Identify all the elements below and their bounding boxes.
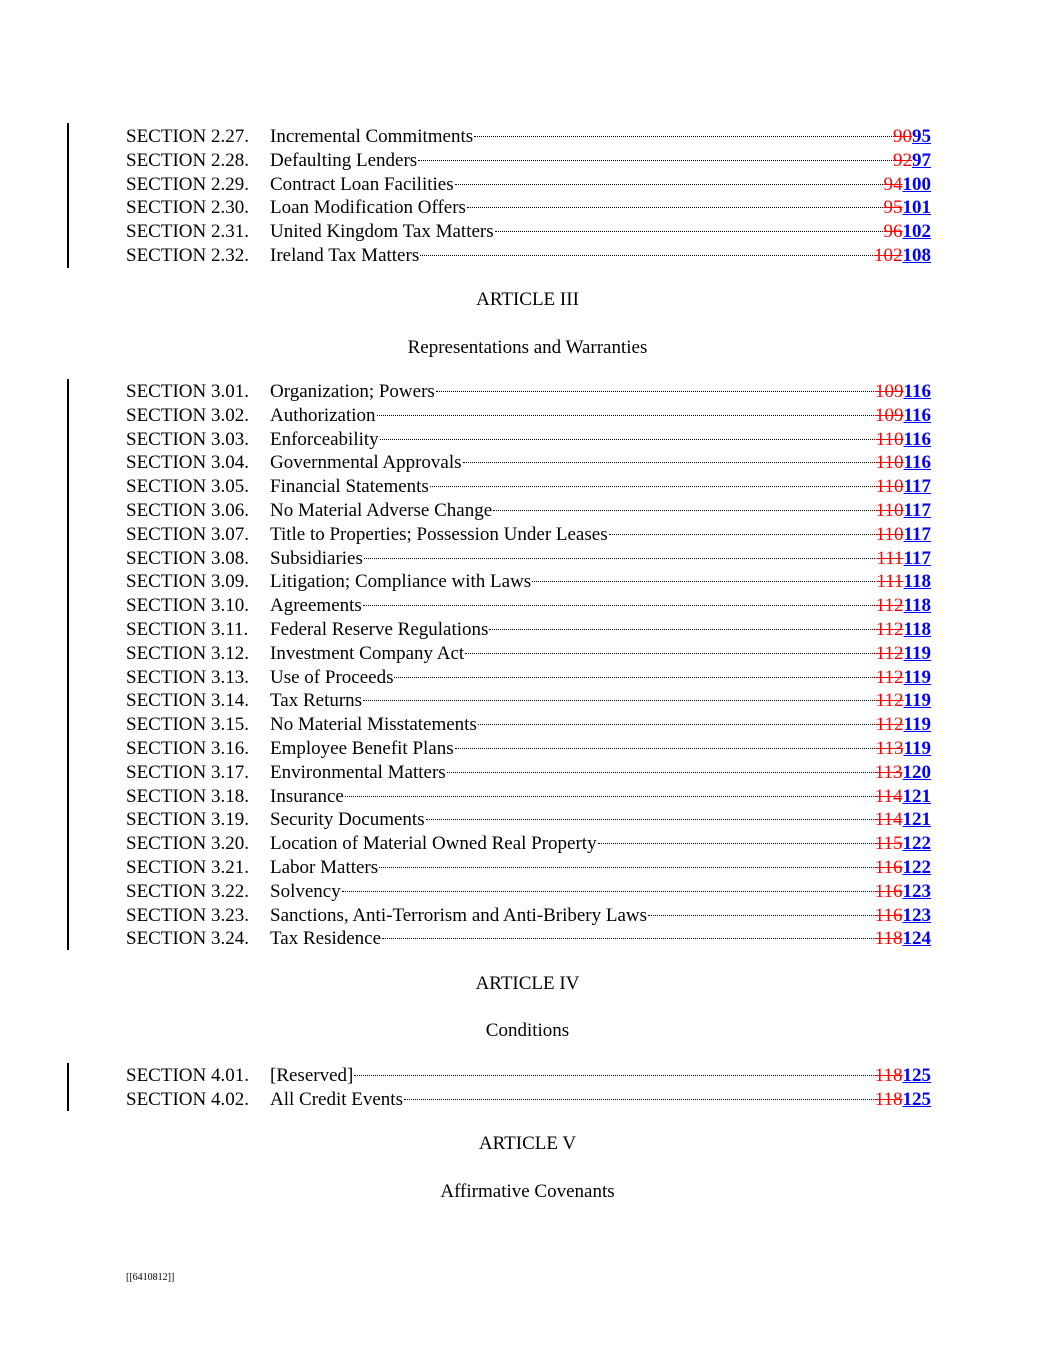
inserted-page-link[interactable]: 118: [903, 595, 931, 617]
inserted-page-link[interactable]: 121: [902, 785, 931, 807]
toc-entry: [126, 689, 931, 713]
toc-entry: [126, 220, 931, 244]
deleted-page-number: 112: [875, 690, 904, 712]
deleted-page-number: 110: [875, 428, 904, 450]
dot-leader: [478, 724, 875, 725]
section-title: Financial Statements: [270, 476, 429, 498]
deleted-page-number: 118: [874, 1065, 903, 1086]
inserted-page-link[interactable]: 122: [902, 856, 931, 878]
dot-leader: [430, 486, 875, 487]
toc-entry: [126, 1088, 931, 1112]
toc-entry: [126, 618, 931, 642]
inserted-page-link[interactable]: 118: [903, 571, 931, 593]
inserted-page-link[interactable]: 95: [912, 126, 931, 147]
article-v-title: Affirmative Covenants: [440, 1181, 615, 1202]
inserted-page-link[interactable]: 122: [902, 833, 931, 855]
dot-leader: [342, 891, 874, 892]
toc-article-iv: [126, 1064, 931, 1112]
inserted-page-link[interactable]: 119: [903, 737, 931, 759]
section-title: No Material Adverse Change: [270, 499, 493, 521]
deleted-page-number: 102: [874, 244, 903, 266]
inserted-page-link[interactable]: 121: [902, 809, 931, 831]
section-title: Insurance: [270, 785, 344, 807]
section-number: SECTION 2.27.: [126, 126, 249, 147]
deleted-page-number: 95: [883, 197, 903, 219]
inserted-page-link[interactable]: 117: [903, 499, 931, 521]
deleted-page-number: 115: [874, 833, 903, 855]
section-number: SECTION 3.07.: [126, 523, 249, 545]
dot-leader: [404, 1099, 874, 1100]
deleted-page-number: 116: [874, 904, 903, 926]
toc-entry: [126, 570, 931, 594]
toc-entry: [126, 642, 931, 666]
change-bar: [67, 1063, 69, 1111]
toc-entry: [126, 547, 931, 571]
toc-article-ii-tail: [126, 125, 931, 268]
toc-entry: [126, 244, 931, 268]
dot-leader: [379, 867, 874, 868]
section-title: Solvency: [270, 880, 341, 902]
inserted-page-link[interactable]: 125: [902, 1088, 931, 1110]
inserted-page-link[interactable]: 119: [903, 666, 931, 688]
section-number: SECTION 3.13.: [126, 666, 249, 688]
inserted-page-link[interactable]: 119: [903, 714, 931, 736]
toc-entry: [126, 196, 931, 220]
deleted-page-number: 116: [874, 856, 903, 878]
section-title: Contract Loan Facilities: [270, 173, 454, 195]
section-title: Environmental Matters: [270, 761, 446, 783]
inserted-page-link[interactable]: 118: [903, 618, 931, 640]
section-title: Sanctions, Anti-Terrorism and Anti-Bribery Laws: [270, 904, 648, 926]
deleted-page-number: 111: [876, 571, 904, 593]
dot-leader: [345, 796, 874, 797]
change-bar: [67, 123, 69, 268]
article-v-label: ARTICLE V: [478, 1133, 577, 1154]
section-title: Litigation; Compliance with Laws: [270, 571, 532, 593]
section-number: SECTION 3.18.: [126, 785, 249, 807]
toc-entry: [126, 428, 931, 452]
dot-leader: [436, 391, 874, 392]
article-iii-label: ARTICLE III: [476, 289, 579, 310]
section-title: Investment Company Act: [270, 642, 465, 664]
dot-leader: [364, 558, 876, 559]
toc-entry: [126, 404, 931, 428]
section-number: SECTION 3.23.: [126, 904, 249, 926]
deleted-page-number: 112: [875, 642, 904, 664]
deleted-page-number: 118: [874, 1088, 903, 1110]
deleted-page-number: 94: [883, 173, 903, 195]
dot-leader: [394, 677, 874, 678]
inserted-page-link[interactable]: 120: [902, 761, 931, 783]
dot-leader: [609, 534, 875, 535]
dot-leader: [380, 439, 875, 440]
inserted-page-link[interactable]: 102: [902, 221, 931, 243]
section-number: SECTION 2.31.: [126, 221, 249, 243]
section-number: SECTION 3.08.: [126, 547, 249, 569]
section-number: SECTION 2.28.: [126, 149, 249, 171]
toc-entry: [126, 761, 931, 785]
section-title: Federal Reserve Regulations: [270, 618, 489, 640]
deleted-page-number: 110: [875, 476, 904, 498]
deleted-page-number: 109: [875, 381, 904, 402]
inserted-page-link[interactable]: 119: [903, 690, 931, 712]
toc-entry: [126, 149, 931, 173]
dot-leader: [418, 160, 892, 161]
section-title: Enforceability: [270, 428, 379, 450]
section-number: SECTION 3.16.: [126, 737, 249, 759]
dot-leader: [598, 843, 874, 844]
inserted-page-link[interactable]: 116: [903, 452, 931, 474]
section-number: SECTION 3.10.: [126, 595, 249, 617]
deleted-page-number: 116: [874, 880, 903, 902]
dot-leader: [363, 605, 875, 606]
inserted-page-link[interactable]: 97: [912, 149, 931, 171]
section-number: SECTION 3.15.: [126, 714, 249, 736]
dot-leader: [447, 772, 874, 773]
section-number: SECTION 3.17.: [126, 761, 249, 783]
section-number: SECTION 3.21.: [126, 856, 249, 878]
inserted-page-link[interactable]: 116: [903, 404, 931, 426]
section-number: SECTION 3.03.: [126, 428, 249, 450]
deleted-page-number: 112: [875, 666, 904, 688]
inserted-page-link[interactable]: 108: [902, 244, 931, 266]
deleted-page-number: 118: [874, 928, 903, 950]
section-number: SECTION 2.29.: [126, 173, 249, 195]
toc-entry: [126, 523, 931, 547]
dot-leader: [377, 415, 875, 416]
section-title: Authorization: [270, 404, 376, 426]
section-number: SECTION 3.24.: [126, 928, 249, 950]
inserted-page-link[interactable]: 100: [902, 173, 931, 195]
toc-entry: [126, 380, 931, 404]
section-title: Employee Benefit Plans: [270, 737, 454, 759]
dot-leader: [493, 510, 875, 511]
inserted-page-link[interactable]: 117: [903, 476, 931, 498]
deleted-page-number: 114: [874, 785, 903, 807]
section-number: SECTION 4.01.: [126, 1065, 249, 1086]
section-number: SECTION 3.09.: [126, 571, 249, 593]
section-title: Use of Proceeds: [270, 666, 394, 688]
section-title: Ireland Tax Matters: [270, 244, 420, 266]
section-number: SECTION 3.11.: [126, 618, 249, 640]
inserted-page-link[interactable]: 116: [903, 428, 931, 450]
inserted-page-link[interactable]: 117: [903, 547, 931, 569]
section-title: Security Documents: [270, 809, 425, 831]
toc-entry: [126, 499, 931, 523]
section-number: SECTION 2.30.: [126, 197, 249, 219]
inserted-page-link[interactable]: 117: [903, 523, 931, 545]
section-title: Loan Modification Offers: [270, 197, 466, 219]
article-iv-title: Conditions: [485, 1020, 570, 1041]
deleted-page-number: 110: [875, 523, 904, 545]
inserted-page-link[interactable]: 116: [903, 381, 931, 402]
section-title: Title to Properties; Possession Under Leases: [270, 523, 608, 545]
dot-leader: [382, 938, 874, 939]
deleted-page-number: 110: [875, 499, 904, 521]
section-number: SECTION 3.22.: [126, 880, 249, 902]
deleted-page-number: 113: [875, 737, 904, 759]
section-title: Governmental Approvals: [270, 452, 462, 474]
dot-leader: [455, 184, 883, 185]
inserted-page-link[interactable]: 123: [902, 904, 931, 926]
deleted-page-number: 113: [874, 761, 903, 783]
section-number: SECTION 3.19.: [126, 809, 249, 831]
deleted-page-number: 109: [875, 404, 904, 426]
section-number: SECTION 3.05.: [126, 476, 249, 498]
section-title: Tax Residence: [270, 928, 382, 950]
section-title: Subsidiaries: [270, 547, 363, 569]
section-title: All Credit Events: [270, 1088, 403, 1110]
section-number: SECTION 3.06.: [126, 499, 249, 521]
section-number: SECTION 3.04.: [126, 452, 249, 474]
section-title: Organization; Powers: [270, 381, 435, 402]
toc-entry: [126, 451, 931, 475]
toc-entry: [126, 713, 931, 737]
section-number: SECTION 2.32.: [126, 244, 249, 266]
deleted-page-number: 111: [876, 547, 904, 569]
dot-leader: [463, 462, 875, 463]
deleted-page-number: 96: [883, 221, 903, 243]
toc-entry: [126, 125, 931, 149]
toc-entry: [126, 808, 931, 832]
deleted-page-number: 90: [893, 126, 912, 147]
toc-entry: [126, 1064, 931, 1088]
dot-leader: [455, 748, 875, 749]
inserted-page-link[interactable]: 101: [902, 197, 931, 219]
deleted-page-number: 110: [875, 452, 904, 474]
toc-entry: [126, 904, 931, 928]
article-iv-label: ARTICLE IV: [475, 973, 580, 994]
section-title: Agreements: [270, 595, 362, 617]
toc-entry: [126, 737, 931, 761]
change-bar: [67, 379, 69, 950]
section-number: SECTION 4.02.: [126, 1088, 249, 1110]
section-title: Defaulting Lenders: [270, 149, 418, 171]
toc-entry: [126, 880, 931, 904]
deleted-page-number: 92: [893, 149, 912, 171]
dot-leader: [426, 819, 874, 820]
toc-entry: [126, 173, 931, 197]
inserted-page-link[interactable]: 124: [902, 928, 931, 950]
section-title: Tax Returns: [270, 690, 363, 712]
deleted-page-number: 112: [875, 595, 904, 617]
toc-article-iii: [126, 380, 931, 951]
article-iii-title: Representations and Warranties: [407, 337, 648, 358]
section-number: SECTION 3.14.: [126, 690, 249, 712]
dot-leader: [363, 700, 875, 701]
dot-leader: [465, 653, 875, 654]
inserted-page-link[interactable]: 119: [903, 642, 931, 664]
section-title: No Material Misstatements: [270, 714, 477, 736]
toc-entry: [126, 594, 931, 618]
dot-leader: [495, 231, 883, 232]
toc-entry: [126, 475, 931, 499]
dot-leader: [420, 255, 873, 256]
section-title: Incremental Commitments: [270, 126, 474, 147]
document-id-footer: [[6410812]]: [126, 1272, 175, 1283]
section-title: Location of Material Owned Real Property: [270, 833, 597, 855]
section-number: SECTION 3.20.: [126, 833, 249, 855]
deleted-page-number: 112: [875, 714, 904, 736]
dot-leader: [489, 629, 874, 630]
dot-leader: [532, 581, 875, 582]
inserted-page-link[interactable]: 125: [902, 1065, 931, 1086]
deleted-page-number: 112: [875, 618, 904, 640]
dot-leader: [467, 207, 883, 208]
section-title: United Kingdom Tax Matters: [270, 221, 494, 243]
deleted-page-number: 114: [874, 809, 903, 831]
dot-leader: [354, 1075, 873, 1076]
toc-entry: [126, 856, 931, 880]
inserted-page-link[interactable]: 123: [902, 880, 931, 902]
section-title: Labor Matters: [270, 856, 379, 878]
toc-entry: [126, 666, 931, 690]
dot-leader: [648, 915, 874, 916]
section-number: SECTION 3.02.: [126, 404, 249, 426]
dot-leader: [474, 136, 892, 137]
section-number: SECTION 3.01.: [126, 381, 249, 402]
toc-entry: [126, 785, 931, 809]
section-number: SECTION 3.12.: [126, 642, 249, 664]
toc-entry: [126, 832, 931, 856]
toc-entry: [126, 927, 931, 951]
section-title: [Reserved]: [270, 1065, 354, 1086]
